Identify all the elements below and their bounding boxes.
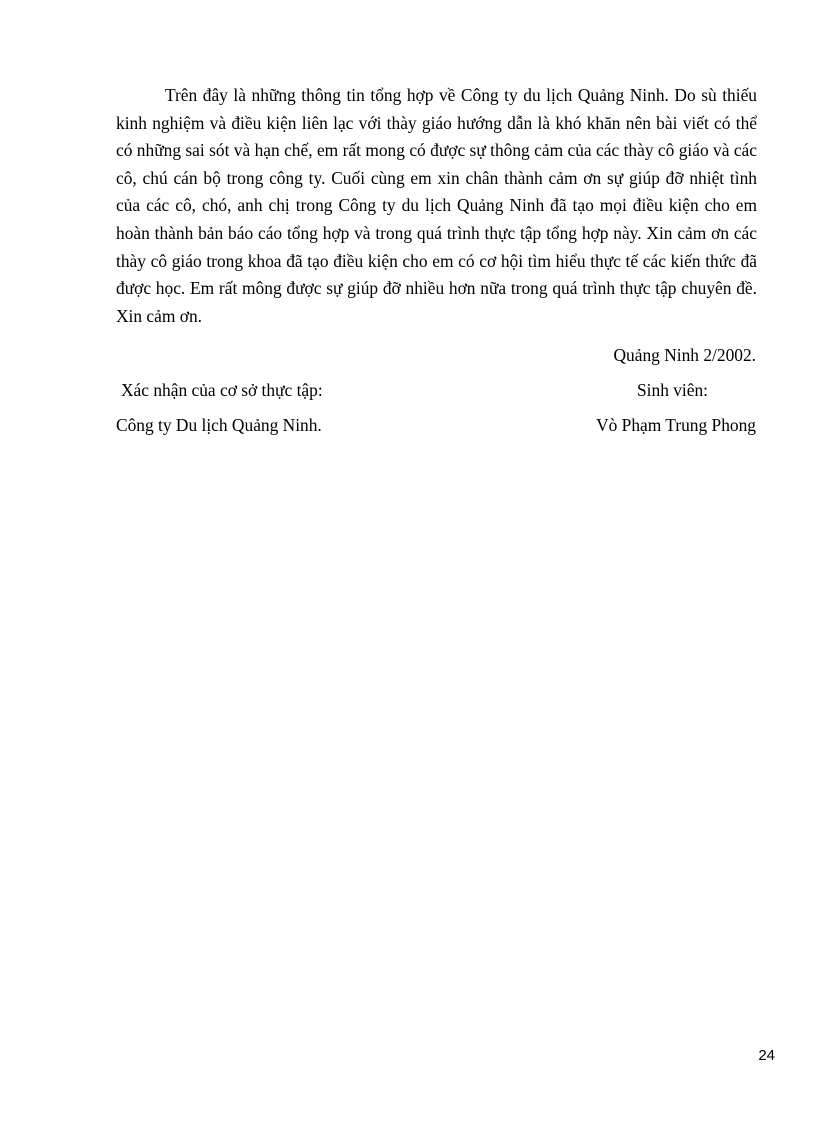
closing-paragraph: Trên đây là những thông tin tổng hợp về Công ty du lịch Quảng Ninh. Do sù thiếu kinh nghiệm và điều kiện liên lạc với thày giáo hướng dẫn là khó khăn nên bài viết có thể có những sai sót và hạn chế, em rất mong có được sự thông cảm của các thày cô giáo và các cô, chú cán bộ trong công ty. Cuối cùng em xin chân thành cảm ơn sự giúp đỡ nhiệt tình của các cô, chó, anh chị trong Công ty du lịch Quảng Ninh đã tạo mọi điều kiện cho em hoàn thành bản báo cáo tổng hợp và trong quá trình thực tập tổng hợp này. Xin cảm ơn các thày cô giáo trong khoa đã tạo điều kiện cho em có cơ hội tìm hiểu thực tế các kiến thức đã được học. Em rất mông được sự giúp đỡ nhiều hơn nữa trong quá trình thực tập chuyên đề. Xin cảm ơn. [116,85,757,326]
company-name: Công ty Du lịch Quảng Ninh. [116,415,322,435]
student-name: Vò Phạm Trung Phong [596,415,756,435]
student-label: Sinh viên: [637,380,709,400]
internship-confirmation-label: Xác nhận của cơ sở thực tập: [121,380,323,400]
date-line: Quảng Ninh 2/2002. [613,345,756,365]
page-number: 24 [758,1047,775,1064]
